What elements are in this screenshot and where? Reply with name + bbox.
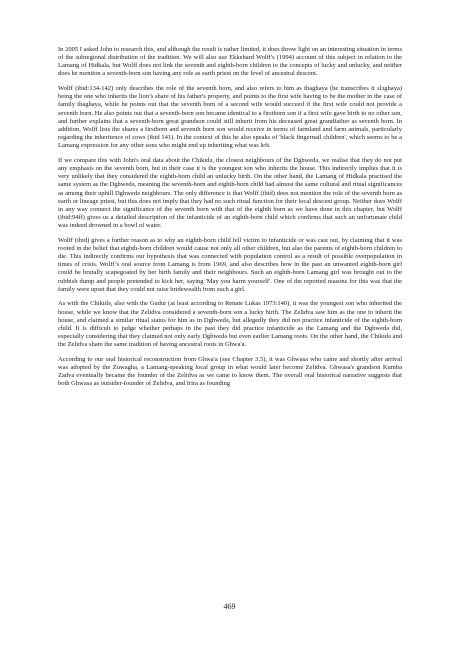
paragraph-4: Wolff (ibid) gives a further reason as to why an eighth-born child fell victim to infanticide or was cast out, by claiming that it was rooted in the belief that eighth-born children would cause not only all other children, but also the parents of eighth-born children to die. This indirectly confirms our hypothesis that was connected with population control as a result of possible overpopulation in times of crisis. Wolff’s oral source from Lamang is from 1969, and also describes how in the past an unwanted eighth-born girl could be brutally scapegoated by her birth family and their neighbours. Such an eighth-born Lamang girl was brought out to the rubbish dump and people pretended to kick her, saying 'May you harm yourself'. One of the reported reasons for this was that the family were upset that they could not raise bridewealth from such a girl. [58, 236, 402, 293]
paragraph-2: Wolff (ibid:134-142) only describes the role of the seventh born, and also refers to him as thaghaya (he transcribes it slɔghaya) being the one who inherits the lion’s share of his father's property, and points to the first wife having to be the mother in the case of family thaghaya, while he points out that the seventh born of a second wife would succeed if the first wife could not provide a seventh born. He also points out that a seventh-born son became identical to a firstborn son if a first wife gave birth to no other son, and further explains that a seventh-born great grandson could still inherit from his deceased great grandfather as seventh born. In addition, Wolff lists the shares a firstborn and seventh born son would receive in terms of farmland and farm animals, particularly regarding the inheritence of cows (ibid 141). In the context of this he also speaks of 'black fingernail children', which seems to be a Lamang expression for any other sons who might end up inheriting what was left. [58, 85, 402, 150]
paragraph-1: In 2005 I asked John to research this, and although the result is rather limited, it does throw light on an interesting situation in terms of the subregional distribution of the tradition. We will also use Ekkehard Wolff's (1994) account of this subject in relation to the Lamang of Hidkala, but Wolff does not link the seventh and eighth-born children to the concepts of lucky and unlucky, and neither does he mention a seventh-born son having any role as earth priest on the level of ancestral descent. [58, 46, 402, 78]
paragraph-6: According to our oral historical reconstruction from Ghwa'a (see Chapter 3.5), it was Ghwasa who came and shortly after arrival was adopted by the Zuwagha, a Lamang-speaking local group in what would later become Zelidva. Ghwasa's grandson Kumba Zadva eventually became the founder of the Zelidva as we came to know them. The overall oral historical narrative suggests that both Ghwasa as outsider-founder of Zelidva, and Irira as founding [58, 355, 402, 388]
paragraph-5: As with the Chikidə, also with the Gudur (at least according to Renate Lukas 1973:140), it was the youngest son who inherited the house, while we know that the Zelidva considered a seventh-born son a lucky birth. The Zelidva saw him as the one to inherit the house, and claimed a similar ritual status for him as in Dghwedə, but allegedly they did not practice infanticide of the eighth-born child. It is difficult to judge whether perhaps in the past they did practice infanticide as the Lamang and the Dghwedə did, especially considering that they claimed not only early Dghwedə but even earlier Lamang roots. On the other hand, the Chikidə and the Zelidva share the same tradition of having ancestral roots in Ghwa'a. [58, 300, 402, 349]
paragraph-3: If we compare this with John's oral data about the Chikidə, the closest neighbours of the Dghwedə, we realise that they do not put any emphasis on the seventh born, but in their case it is the youngest son who inherits the house. This indirectly implies that it is very unlikely that they considered the eighth-born child an unlucky birth. On the other hand, the Lamang of Hidkala practised the same system as the Dghwedə, meaning the seventh-born and eighth-born child had almost the same cultural and ritual significances as among their uphill Dghwedə neighbours. The only difference is that Wolff (ibid) does not mention the role of the seventh born as earth or lineage priest, but this does not imply that they had no such ritual function for their local descent group. Neither does Wolff in any way connect the significance of the seventh born with that of the eighth born as we have done in this chapter, but Wolff (ibid:94ff) gives us a detailed description of the infanticide of an eighth-born child which confirms that such an unfortunate child was indeed drowned in a bowl of water. [58, 156, 402, 230]
page-number: 469 [223, 602, 236, 611]
